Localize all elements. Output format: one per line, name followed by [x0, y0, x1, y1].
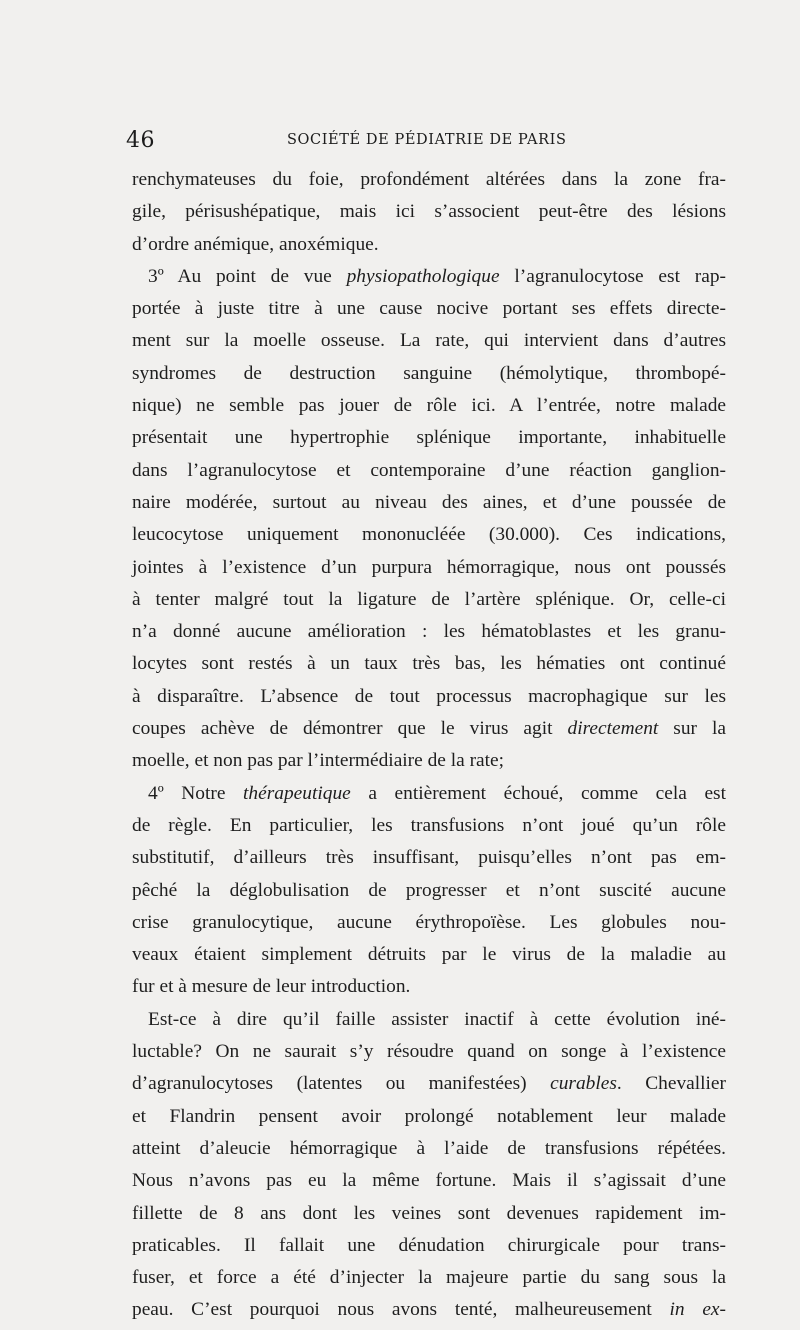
- italic-text: thérapeutique: [243, 782, 351, 804]
- text-line: [132, 325, 726, 357]
- text-segment: veaux étaient simplement détruits par le virus de la maladie au: [132, 944, 726, 966]
- text-segment: à tenter malgré tout la ligature de l’artère splénique. Or, celle-ci: [132, 588, 726, 610]
- text-line: [132, 842, 726, 874]
- text-segment: naire modérée, surtout au niveau des aines, et d’une poussée de: [132, 491, 726, 513]
- text-segment: de règle. En particulier, les transfusions n’ont joué qu’un rôle: [132, 814, 726, 836]
- text-line: [132, 487, 726, 519]
- text-line: [132, 196, 726, 228]
- text-segment: fillette de 8 ans dont les veines sont devenues rapidement im-: [132, 1202, 726, 1224]
- text-line: [132, 229, 726, 261]
- italic-text: curables: [550, 1073, 617, 1095]
- text-line: [132, 1101, 726, 1133]
- text-segment: substitutif, d’ailleurs très insuffisant, puisqu’elles n’ont pas em-: [132, 847, 726, 869]
- text-line: [132, 552, 726, 584]
- text-segment: jointes à l’existence d’un purpura hémorragique, nous ont poussés: [132, 556, 726, 578]
- text-line: [132, 519, 726, 551]
- text-line: [132, 390, 726, 422]
- text-line: [132, 358, 726, 390]
- text-segment: . Chevallier: [616, 1073, 726, 1095]
- text-line: [132, 907, 726, 939]
- text-segment: à disparaître. L’absence de tout processus macrophagique sur les: [132, 685, 726, 707]
- text-segment: a entièrement échoué, comme cela est: [350, 782, 726, 804]
- text-line: [132, 971, 726, 1003]
- text-segment: pêché la déglobulisation de progresser et n’ont suscité aucune: [132, 879, 726, 901]
- text-segment: moelle, et non pas par l’intermédiaire de la rate;: [132, 750, 505, 772]
- page-number: 46: [126, 128, 155, 153]
- text-segment: présentait une hypertrophie splénique importante, inhabituelle: [132, 427, 726, 449]
- text-segment: syndromes de destruction sanguine (hémolytique, thrombopé-: [132, 362, 726, 384]
- text-line: [132, 1262, 726, 1294]
- text-segment: sur la: [658, 718, 727, 740]
- italic-text: physiopathologique: [346, 265, 500, 287]
- text-segment: luctable? On ne saurait s’y résoudre quand on songe à l’existence: [132, 1041, 726, 1063]
- text-segment: atteint d’aleucie hémorragique à l’aide de transfusions répétées.: [132, 1137, 726, 1159]
- text-line: [132, 422, 726, 454]
- text-segment: ment sur la moelle osseuse. La rate, qui intervient dans d’autres: [132, 330, 726, 352]
- running-title: SOCIÉTÉ DE PÉDIATRIE DE PARIS: [287, 132, 567, 148]
- text-segment: 4º Notre: [148, 782, 244, 804]
- text-line: [132, 875, 726, 907]
- text-segment: d’agranulocytoses (latentes ou manifestées): [132, 1073, 551, 1095]
- text-line: [132, 745, 726, 777]
- text-segment: portée à juste titre à une cause nocive portant ses effets directe-: [132, 298, 726, 320]
- text-line: [132, 1294, 726, 1326]
- text-segment: crise granulocytique, aucune érythropoïèse. Les globules nou-: [132, 911, 726, 933]
- text-segment: 3º Au point de vue: [148, 265, 347, 287]
- text-line: [132, 810, 726, 842]
- text-line: [132, 713, 726, 745]
- text-line: [132, 1165, 726, 1197]
- text-line: [132, 648, 726, 680]
- text-line: [132, 1230, 726, 1262]
- text-segment: peau. C’est pourquoi nous avons tenté, malheureusement: [132, 1299, 670, 1321]
- text-segment: locytes sont restés à un taux très bas, les hématies ont continué: [132, 653, 726, 675]
- text-segment: nique) ne semble pas jouer de rôle ici. A l’entrée, notre malade: [132, 395, 726, 417]
- italic-text: directement: [567, 718, 659, 740]
- text-line: [132, 1198, 726, 1230]
- text-line: [132, 164, 726, 196]
- text-line: [132, 939, 726, 971]
- text-segment: fuser, et force a été d’injecter la majeure partie du sang sous la: [132, 1267, 726, 1289]
- text-line: [132, 681, 726, 713]
- text-segment: renchymateuses du foie, profondément altérées dans la zone fra-: [132, 169, 726, 190]
- text-segment: dans l’agranulocytose et contemporaine d’une réaction ganglion-: [132, 459, 726, 481]
- text-segment: d’ordre anémique, anoxémique.: [132, 233, 379, 255]
- text-segment: leucocytose uniquement mononucléée (30.000). Ces indications,: [132, 524, 726, 546]
- text-line: [132, 455, 726, 487]
- text-line: [132, 616, 726, 648]
- page-header: [122, 128, 726, 158]
- text-line: [132, 261, 726, 293]
- text-segment: coupes achève de démontrer que le virus agit: [132, 718, 568, 740]
- text-line: [132, 1133, 726, 1165]
- text-line: [132, 1036, 726, 1068]
- body-text: [132, 164, 726, 1327]
- text-segment: l’agranulocytose est rap-: [499, 265, 726, 287]
- text-segment: n’a donné aucune amélioration : les hématoblastes et les granu-: [132, 621, 726, 643]
- text-segment: et Flandrin pensent avoir prolongé notablement leur malade: [132, 1105, 726, 1127]
- text-segment: gile, périsushépatique, mais ici s’associent peut-être des lésions: [132, 201, 726, 223]
- text-segment: fur et à mesure de leur introduction.: [132, 976, 411, 998]
- text-segment: Nous n’avons pas eu la même fortune. Mais il s’agissait d’une: [132, 1170, 726, 1192]
- text-segment: praticables. Il fallait une dénudation chirurgicale pour trans-: [132, 1234, 726, 1256]
- text-line: [132, 584, 726, 616]
- italic-text: in ex-: [669, 1299, 726, 1321]
- text-segment: Est-ce à dire qu’il faille assister inactif à cette évolution iné-: [148, 1008, 726, 1030]
- text-line: [132, 1004, 726, 1036]
- text-line: [132, 1068, 726, 1100]
- text-line: [132, 293, 726, 325]
- text-line: [132, 778, 726, 810]
